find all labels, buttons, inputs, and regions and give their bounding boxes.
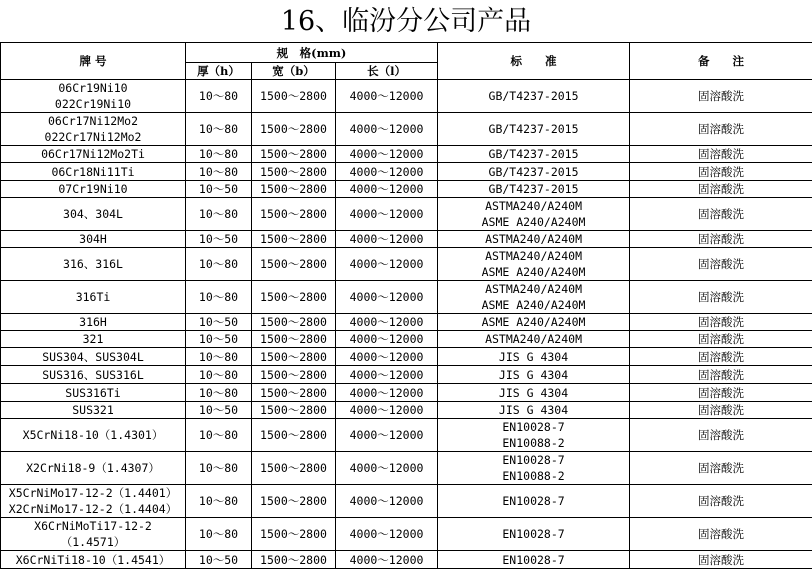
cell-standard [438, 551, 630, 569]
cell-remarks: 固溶酸洗 [630, 551, 812, 569]
grade-line: X2CrNiMo17-12-2（1.4404） [1, 501, 185, 517]
header-thickness: 厚（h） [186, 63, 252, 80]
grade-line: SUS304、SUS304L [1, 349, 185, 365]
cell-thickness: 10～50 [186, 551, 252, 569]
table-row [1, 485, 812, 518]
cell-width: 1500～2800 [252, 198, 336, 231]
cell-standard [438, 248, 630, 281]
cell-thickness: 10～80 [186, 419, 252, 452]
cell-grade [1, 452, 186, 485]
table-row [1, 146, 812, 163]
table-row [1, 281, 812, 314]
table-row [1, 113, 812, 146]
cell-grade [1, 518, 186, 551]
standard-line: ASME A240/A240M [438, 214, 629, 230]
standard-line: EN10028-7 [438, 526, 629, 542]
cell-remarks: 固溶酸洗 [630, 231, 812, 248]
table-row [1, 248, 812, 281]
cell-length: 4000～12000 [336, 419, 438, 452]
cell-length: 4000～12000 [336, 384, 438, 402]
cell-grade [1, 485, 186, 518]
grade-line: X5CrNi18-10（1.4301） [1, 427, 185, 443]
cell-grade [1, 384, 186, 402]
grade-line: SUS321 [1, 402, 185, 418]
cell-remarks: 固溶酸洗 [630, 181, 812, 198]
cell-width: 1500～2800 [252, 348, 336, 366]
cell-width: 1500～2800 [252, 402, 336, 419]
cell-length: 4000～12000 [336, 314, 438, 331]
grade-line: （1.4571） [1, 534, 185, 550]
cell-thickness: 10～50 [186, 402, 252, 419]
cell-grade [1, 331, 186, 348]
cell-remarks: 固溶酸洗 [630, 402, 812, 419]
cell-standard [438, 231, 630, 248]
standard-line: ASTMA240/A240M [438, 281, 629, 297]
cell-thickness: 10～80 [186, 348, 252, 366]
cell-width: 1500～2800 [252, 281, 336, 314]
header-remarks: 备 注 [630, 43, 812, 80]
cell-width: 1500～2800 [252, 384, 336, 402]
grade-line: 022Cr19Ni10 [1, 96, 185, 112]
cell-grade [1, 231, 186, 248]
standard-line: ASTMA240/A240M [438, 231, 629, 247]
table-row [1, 314, 812, 331]
grade-line: 316H [1, 314, 185, 330]
cell-width: 1500～2800 [252, 331, 336, 348]
grade-line: 304H [1, 231, 185, 247]
cell-length: 4000～12000 [336, 452, 438, 485]
grade-line: SUS316、SUS316L [1, 367, 185, 383]
grade-line: X2CrNi18-9（1.4307） [1, 460, 185, 476]
standard-line: ASTMA240/A240M [438, 331, 629, 347]
cell-standard [438, 402, 630, 419]
cell-grade [1, 80, 186, 113]
cell-width: 1500～2800 [252, 163, 336, 181]
cell-grade [1, 248, 186, 281]
cell-length: 4000～12000 [336, 366, 438, 384]
table-row [1, 384, 812, 402]
cell-standard [438, 366, 630, 384]
grade-line: X5CrNiMo17-12-2（1.4401） [1, 485, 185, 501]
header-standard: 标 准 [438, 43, 630, 80]
cell-standard [438, 348, 630, 366]
cell-length: 4000～12000 [336, 248, 438, 281]
cell-grade [1, 181, 186, 198]
cell-standard [438, 518, 630, 551]
standard-line: ASME A240/A240M [438, 264, 629, 280]
standard-line: ASTMA240/A240M [438, 248, 629, 264]
table-row [1, 348, 812, 366]
standard-line: GB/T4237-2015 [438, 181, 629, 197]
standard-line: ASTMA240/A240M [438, 198, 629, 214]
cell-standard [438, 452, 630, 485]
cell-thickness: 10～50 [186, 331, 252, 348]
cell-grade [1, 366, 186, 384]
table-row [1, 331, 812, 348]
cell-length: 4000～12000 [336, 113, 438, 146]
cell-remarks: 固溶酸洗 [630, 485, 812, 518]
table-row [1, 452, 812, 485]
cell-grade [1, 402, 186, 419]
grade-line: 304、304L [1, 206, 185, 222]
cell-thickness: 10～80 [186, 485, 252, 518]
cell-thickness: 10～80 [186, 198, 252, 231]
cell-thickness: 10～50 [186, 231, 252, 248]
cell-grade [1, 281, 186, 314]
cell-grade [1, 551, 186, 569]
cell-thickness: 10～50 [186, 314, 252, 331]
cell-width: 1500～2800 [252, 314, 336, 331]
standard-line: ASME A240/A240M [438, 297, 629, 313]
cell-grade [1, 314, 186, 331]
cell-thickness: 10～80 [186, 518, 252, 551]
grade-line: SUS316Ti [1, 385, 185, 401]
cell-remarks: 固溶酸洗 [630, 163, 812, 181]
grade-line: X6CrNiTi18-10（1.4541） [1, 552, 185, 568]
cell-length: 4000～12000 [336, 198, 438, 231]
standard-line: GB/T4237-2015 [438, 164, 629, 180]
standard-line: EN10028-7 [438, 552, 629, 568]
cell-thickness: 10～80 [186, 248, 252, 281]
cell-thickness: 10～80 [186, 146, 252, 163]
standard-line: EN10028-7 [438, 452, 629, 468]
standard-line: JIS G 4304 [438, 402, 629, 418]
cell-length: 4000～12000 [336, 402, 438, 419]
cell-standard [438, 281, 630, 314]
table-row [1, 518, 812, 551]
cell-remarks: 固溶酸洗 [630, 198, 812, 231]
cell-remarks: 固溶酸洗 [630, 518, 812, 551]
grade-line: 321 [1, 331, 185, 347]
standard-line: JIS G 4304 [438, 349, 629, 365]
standard-line: ASME A240/A240M [438, 314, 629, 330]
grade-line: X6CrNiMoTi17-12-2 [1, 518, 185, 534]
standard-line: JIS G 4304 [438, 367, 629, 383]
header-width: 宽（b） [252, 63, 336, 80]
cell-width: 1500～2800 [252, 231, 336, 248]
cell-standard [438, 146, 630, 163]
table-row [1, 402, 812, 419]
cell-remarks: 固溶酸洗 [630, 281, 812, 314]
cell-length: 4000～12000 [336, 163, 438, 181]
cell-grade [1, 348, 186, 366]
standard-line: GB/T4237-2015 [438, 88, 629, 104]
cell-standard [438, 198, 630, 231]
grade-line: 022Cr17Ni12Mo2 [1, 129, 185, 145]
cell-standard [438, 80, 630, 113]
standard-line: EN10088-2 [438, 468, 629, 484]
standard-line: JIS G 4304 [438, 385, 629, 401]
cell-length: 4000～12000 [336, 281, 438, 314]
cell-remarks: 固溶酸洗 [630, 248, 812, 281]
cell-grade [1, 163, 186, 181]
standard-line: EN10028-7 [438, 493, 629, 509]
table-row [1, 80, 812, 113]
cell-thickness: 10～50 [186, 181, 252, 198]
cell-width: 1500～2800 [252, 80, 336, 113]
table-row [1, 198, 812, 231]
cell-thickness: 10～80 [186, 80, 252, 113]
cell-standard [438, 419, 630, 452]
cell-standard [438, 163, 630, 181]
cell-standard [438, 113, 630, 146]
cell-thickness: 10～80 [186, 281, 252, 314]
standard-line: GB/T4237-2015 [438, 146, 629, 162]
cell-standard [438, 384, 630, 402]
table-row [1, 231, 812, 248]
cell-remarks: 固溶酸洗 [630, 80, 812, 113]
cell-remarks: 固溶酸洗 [630, 452, 812, 485]
grade-line: 316Ti [1, 289, 185, 305]
cell-grade [1, 146, 186, 163]
table-row [1, 551, 812, 569]
cell-width: 1500～2800 [252, 366, 336, 384]
cell-thickness: 10～80 [186, 113, 252, 146]
cell-standard [438, 314, 630, 331]
cell-thickness: 10～80 [186, 384, 252, 402]
cell-grade [1, 198, 186, 231]
cell-width: 1500～2800 [252, 248, 336, 281]
cell-width: 1500～2800 [252, 146, 336, 163]
page-title: 16、临汾分公司产品 [0, 0, 812, 42]
header-grade: 牌 号 [1, 43, 186, 80]
cell-remarks: 固溶酸洗 [630, 419, 812, 452]
grade-line: 316、316L [1, 256, 185, 272]
cell-remarks: 固溶酸洗 [630, 314, 812, 331]
table-row [1, 419, 812, 452]
table-row [1, 163, 812, 181]
cell-grade [1, 419, 186, 452]
cell-thickness: 10～80 [186, 452, 252, 485]
cell-remarks: 固溶酸洗 [630, 113, 812, 146]
cell-width: 1500～2800 [252, 452, 336, 485]
cell-width: 1500～2800 [252, 419, 336, 452]
standard-line: GB/T4237-2015 [438, 121, 629, 137]
grade-line: 06Cr19Ni10 [1, 80, 185, 96]
cell-length: 4000～12000 [336, 80, 438, 113]
cell-width: 1500～2800 [252, 485, 336, 518]
cell-standard [438, 181, 630, 198]
cell-remarks: 固溶酸洗 [630, 331, 812, 348]
cell-remarks: 固溶酸洗 [630, 348, 812, 366]
cell-standard [438, 331, 630, 348]
grade-line: 06Cr17Ni12Mo2Ti [1, 146, 185, 162]
product-table [0, 42, 812, 569]
header-length: 长（l） [336, 63, 438, 80]
cell-length: 4000～12000 [336, 231, 438, 248]
grade-line: 06Cr17Ni12Mo2 [1, 113, 185, 129]
cell-length: 4000～12000 [336, 485, 438, 518]
cell-length: 4000～12000 [336, 348, 438, 366]
cell-length: 4000～12000 [336, 518, 438, 551]
cell-width: 1500～2800 [252, 113, 336, 146]
standard-line: EN10028-7 [438, 419, 629, 435]
cell-remarks: 固溶酸洗 [630, 384, 812, 402]
cell-grade [1, 113, 186, 146]
table-row [1, 181, 812, 198]
cell-width: 1500～2800 [252, 518, 336, 551]
grade-line: 06Cr18Ni11Ti [1, 164, 185, 180]
cell-width: 1500～2800 [252, 181, 336, 198]
standard-line: EN10088-2 [438, 435, 629, 451]
grade-line: 07Cr19Ni10 [1, 181, 185, 197]
cell-length: 4000～12000 [336, 181, 438, 198]
cell-width: 1500～2800 [252, 551, 336, 569]
table-row [1, 366, 812, 384]
cell-remarks: 固溶酸洗 [630, 366, 812, 384]
cell-length: 4000～12000 [336, 331, 438, 348]
cell-remarks: 固溶酸洗 [630, 146, 812, 163]
cell-standard [438, 485, 630, 518]
cell-length: 4000～12000 [336, 146, 438, 163]
cell-length: 4000～12000 [336, 551, 438, 569]
header-spec: 规 格(mm) [186, 43, 438, 63]
cell-thickness: 10～80 [186, 163, 252, 181]
cell-thickness: 10～80 [186, 366, 252, 384]
